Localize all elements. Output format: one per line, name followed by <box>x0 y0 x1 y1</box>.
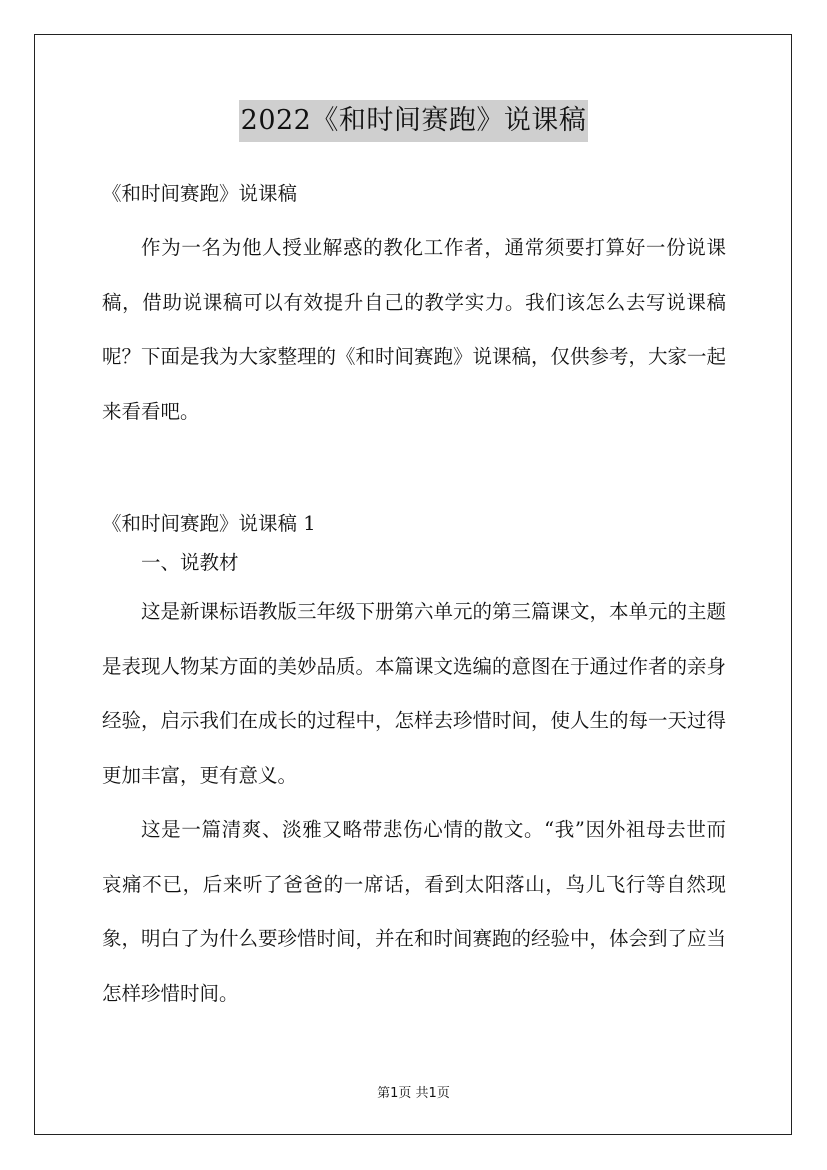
document-title: 2022《和时间赛跑》说课稿 <box>239 100 589 142</box>
subsection-heading: 一、说教材 <box>141 551 239 574</box>
title-container <box>0 100 827 142</box>
intro-heading: 《和时间赛跑》说课稿 <box>102 182 298 205</box>
document-body <box>102 176 726 1021</box>
section-heading: 《和时间赛跑》说课稿 1 <box>102 512 316 535</box>
body-paragraph: 这是新课标语教版三年级下册第六单元的第三篇课文，本单元的主题是表现人物某方面的美妙品质。本篇课文选编的意图在于通过作者的亲身经验，启示我们在成长的过程中，怎样去珍惜时间，使人生的每一天过得更加丰富，更有意义。 <box>102 600 727 787</box>
body-paragraph: 这是一篇清爽、淡雅又略带悲伤心情的散文。“我”因外祖母去世而哀痛不已，后来听了爸爸的一席话，看到太阳落山，鸟儿飞行等自然现象，明白了为什么要珍惜时间，并在和时间赛跑的经验中，体会到了应当怎样珍惜时间。 <box>102 818 727 1005</box>
page-footer: 第1页 共1页 <box>377 1086 450 1101</box>
intro-paragraph: 作为一名为他人授业解惑的教化工作者，通常须要打算好一份说课稿，借助说课稿可以有效提升自己的教学实力。我们该怎么去写说课稿呢？下面是我为大家整理的《和时间赛跑》说课稿，仅供参考，大家一起来看看吧。 <box>102 236 727 423</box>
